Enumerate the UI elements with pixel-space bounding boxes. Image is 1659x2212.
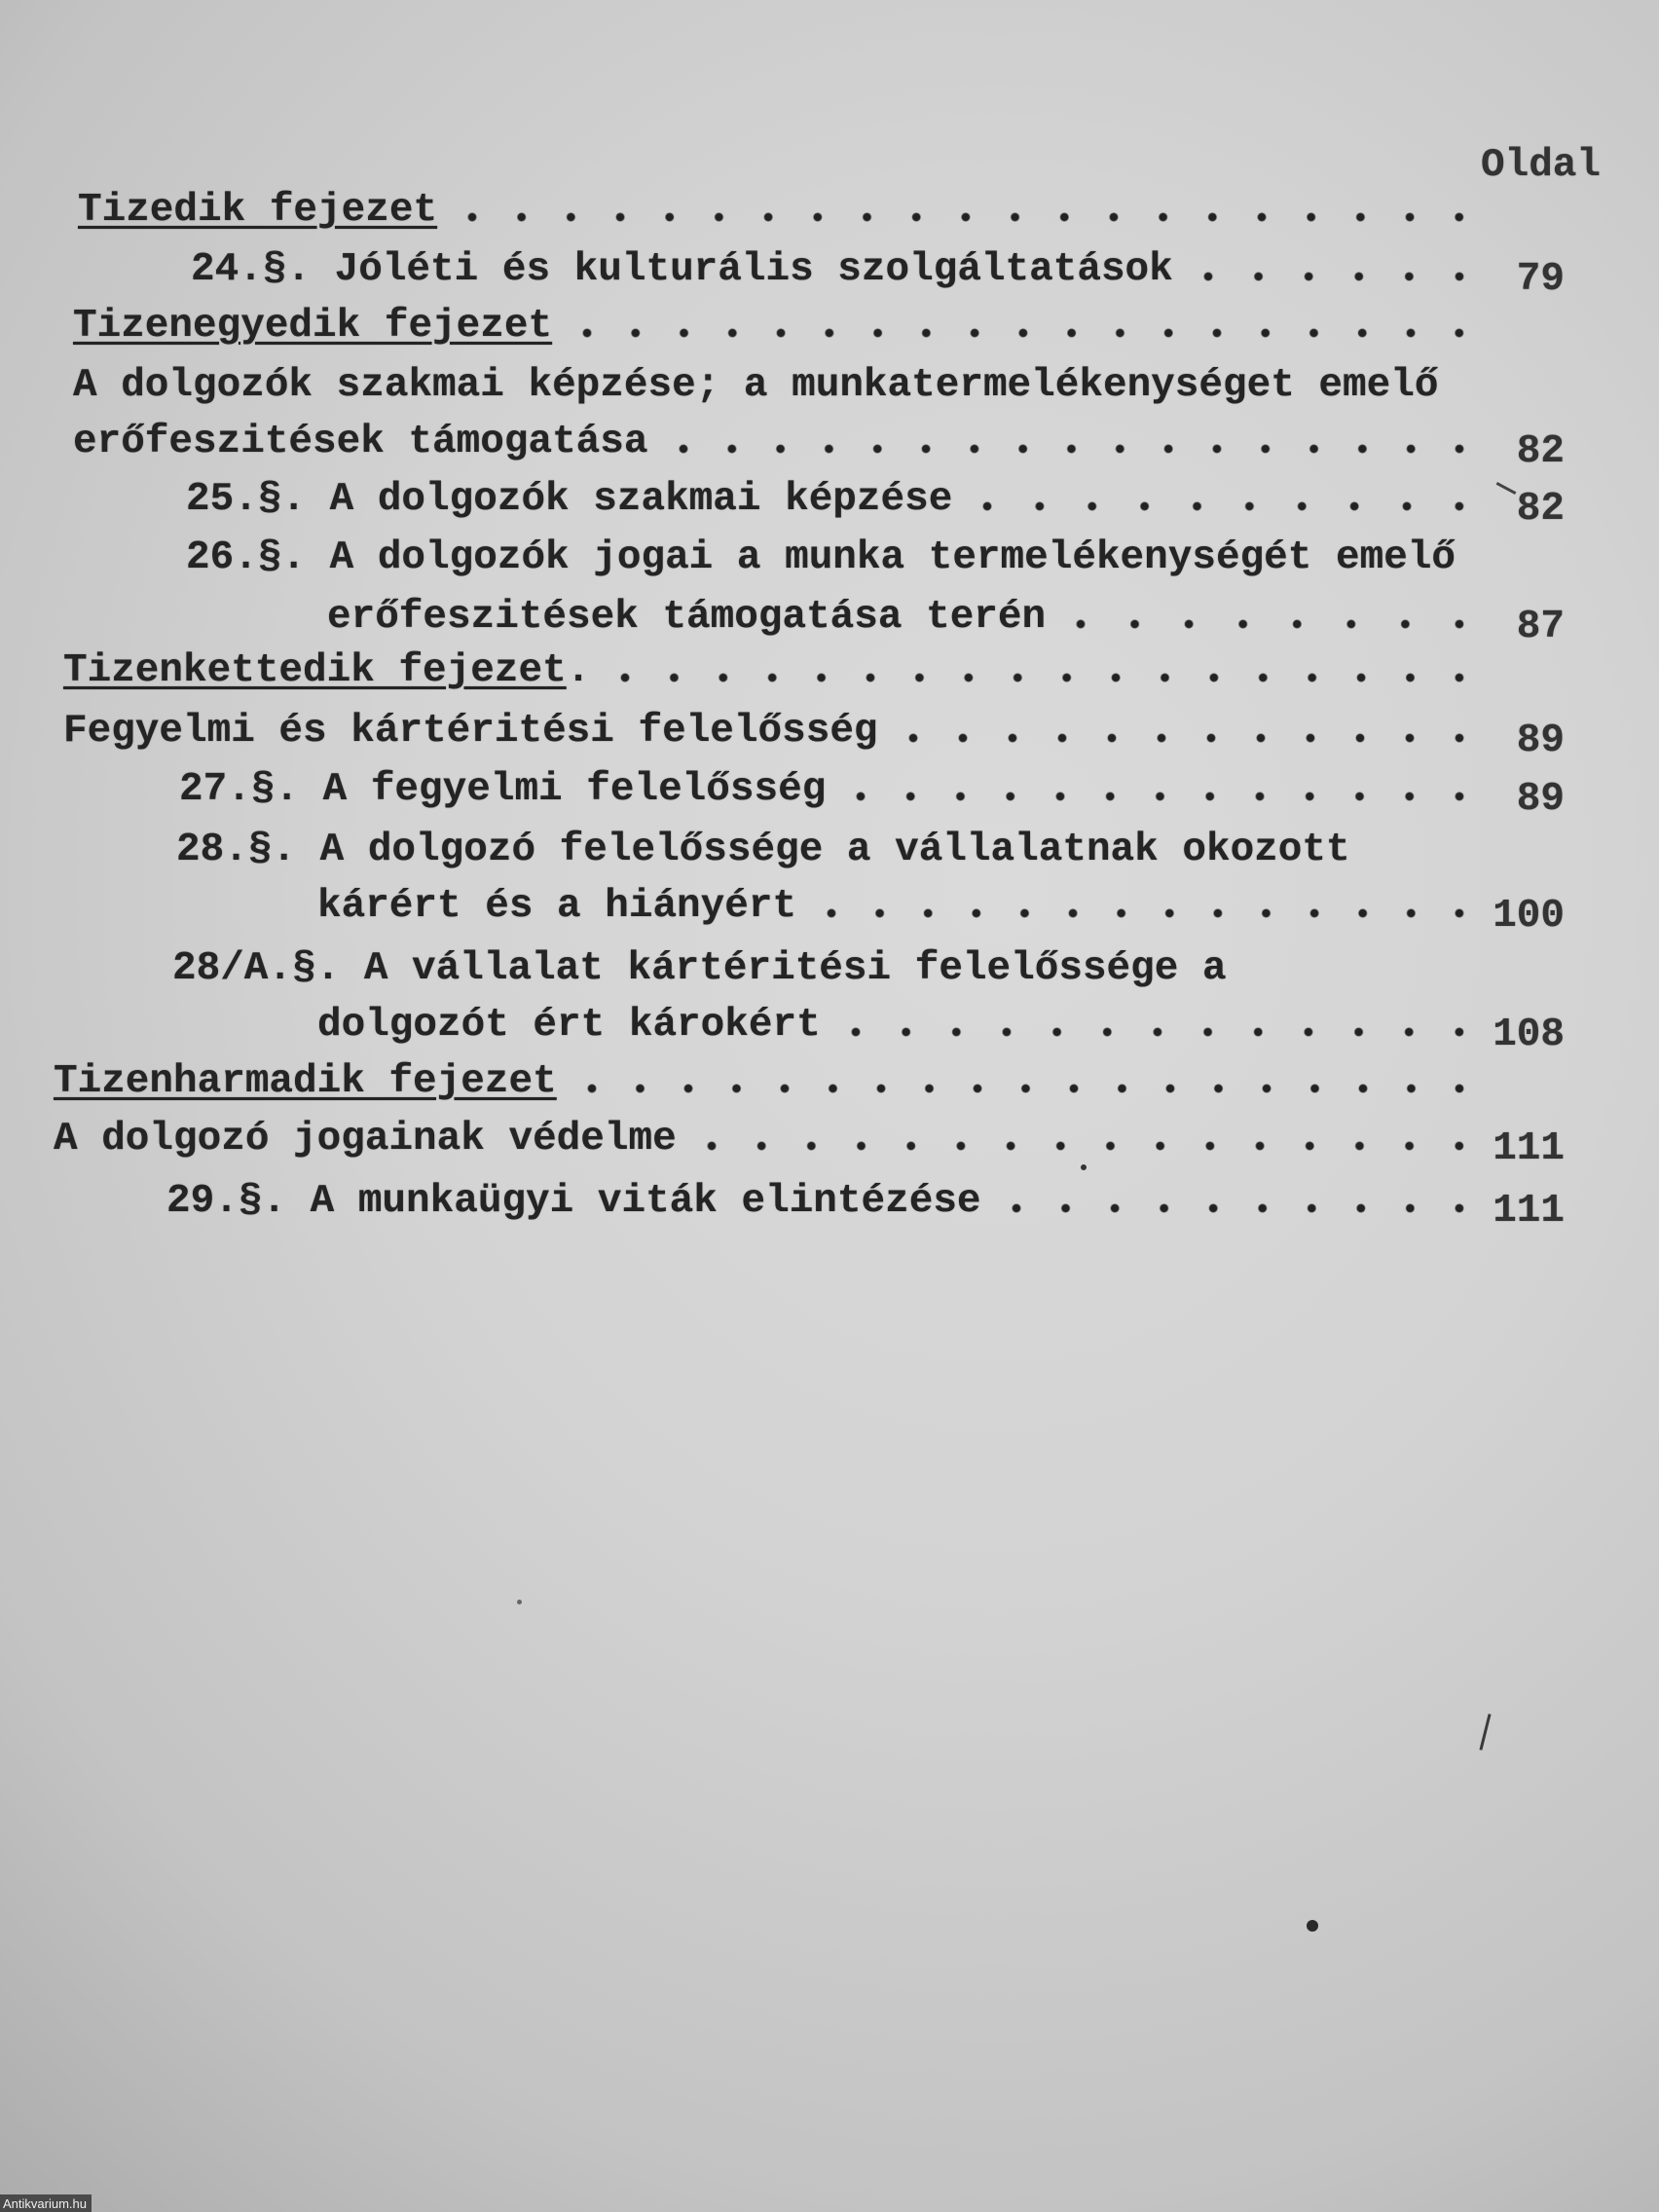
toc-entry-row: [186, 535, 1565, 581]
toc-entry-row: [317, 1002, 1565, 1057]
toc-entry-row: [73, 362, 1565, 409]
toc-chapter-row: [63, 647, 1565, 694]
page-number: 111: [1493, 1126, 1565, 1171]
entry-title-continued: dolgozót ért károkért: [317, 1003, 821, 1048]
ink-speck: [1081, 1164, 1087, 1170]
entry-title: 27.§. A fegyelmi felelősség: [179, 767, 827, 812]
toc-entry-row: [73, 419, 1565, 474]
dot-leader: [952, 476, 1472, 523]
dot-leader: [677, 1116, 1472, 1162]
chapter-heading: Tizenkettedik fejezet: [63, 648, 567, 693]
toc-entry-row: [179, 766, 1565, 822]
chapter-heading-wrap: [63, 647, 590, 694]
page-number: 108: [1493, 1013, 1565, 1057]
entry-title: 25.§. A dolgozók szakmai képzése: [186, 477, 953, 522]
toc-chapter-row: [54, 1058, 1565, 1105]
toc-entry-row: [54, 1116, 1565, 1171]
dot-leader: [821, 1002, 1472, 1049]
chapter-heading: Tizenegyedik fejezet: [73, 304, 553, 349]
dot-leader: [590, 647, 1472, 694]
toc-entry-row: [327, 594, 1565, 649]
page-number: 111: [1493, 1189, 1565, 1234]
entry-title: 26.§. A dolgozók jogai a munka termelékenységét emelő: [186, 535, 1456, 580]
dot-leader: [981, 1178, 1472, 1225]
toc-chapter-row: [78, 187, 1565, 234]
pen-mark: [1479, 1714, 1491, 1751]
dot-leader: [796, 883, 1472, 930]
dot-leader: [648, 419, 1473, 465]
page-number: 100: [1493, 894, 1565, 939]
entry-title: Fegyelmi és kártéritési felelősség: [63, 709, 878, 754]
page-number: 87: [1516, 605, 1565, 649]
entry-title: A dolgozó jogainak védelme: [54, 1117, 677, 1161]
toc-entry-row: [317, 883, 1565, 939]
chapter-heading: Tizedik fejezet: [78, 188, 438, 233]
entry-title: 24.§. Jóléti és kulturális szolgáltatások: [191, 247, 1173, 292]
page-number: 89: [1516, 777, 1565, 822]
toc-entry-row: [63, 708, 1565, 763]
dot-leader: [878, 708, 1472, 755]
chapter-heading: Tizenharmadik fejezet: [54, 1059, 557, 1104]
entry-title: A dolgozók szakmai képzése; a munkatermelékenységet emelő: [73, 363, 1439, 408]
chapter-heading-suffix: .: [566, 648, 591, 693]
toc-entry-row: [176, 827, 1565, 873]
page-number: 82: [1516, 487, 1565, 532]
dot-leader: [1046, 594, 1472, 641]
toc-entry-row: [172, 945, 1565, 992]
toc-entry-row: [186, 476, 1565, 532]
watermark: Antikvarium.hu: [0, 2194, 92, 2212]
ink-dot: [1307, 1920, 1318, 1932]
entry-title-continued: erőfeszitések támogatása terén: [327, 595, 1047, 640]
entry-title: 29.§. A munkaügyi viták elintézése: [166, 1179, 981, 1224]
page-column-header: Oldal: [1481, 143, 1602, 188]
entry-title-continued: kárért és a hiányért: [317, 884, 797, 929]
entry-title: 28.§. A dolgozó felelőssége a vállalatnak okozott: [176, 828, 1350, 872]
entry-title: 28/A.§. A vállalat kártéritési felelőssége a: [172, 946, 1227, 991]
toc-entry-row: [166, 1178, 1565, 1234]
page-number: 82: [1516, 429, 1565, 474]
dot-leader: [437, 187, 1472, 234]
toc-entry-row: [191, 246, 1565, 302]
dot-leader: [552, 303, 1472, 350]
paper-speck: [517, 1600, 522, 1604]
page-number: 79: [1516, 257, 1565, 302]
dot-leader: [826, 766, 1472, 813]
dot-leader: [557, 1058, 1472, 1105]
page-number: 89: [1516, 719, 1565, 763]
entry-title-continued: erőfeszitések támogatása: [73, 420, 648, 464]
dot-leader: [1173, 246, 1472, 293]
toc-chapter-row: [73, 303, 1565, 350]
